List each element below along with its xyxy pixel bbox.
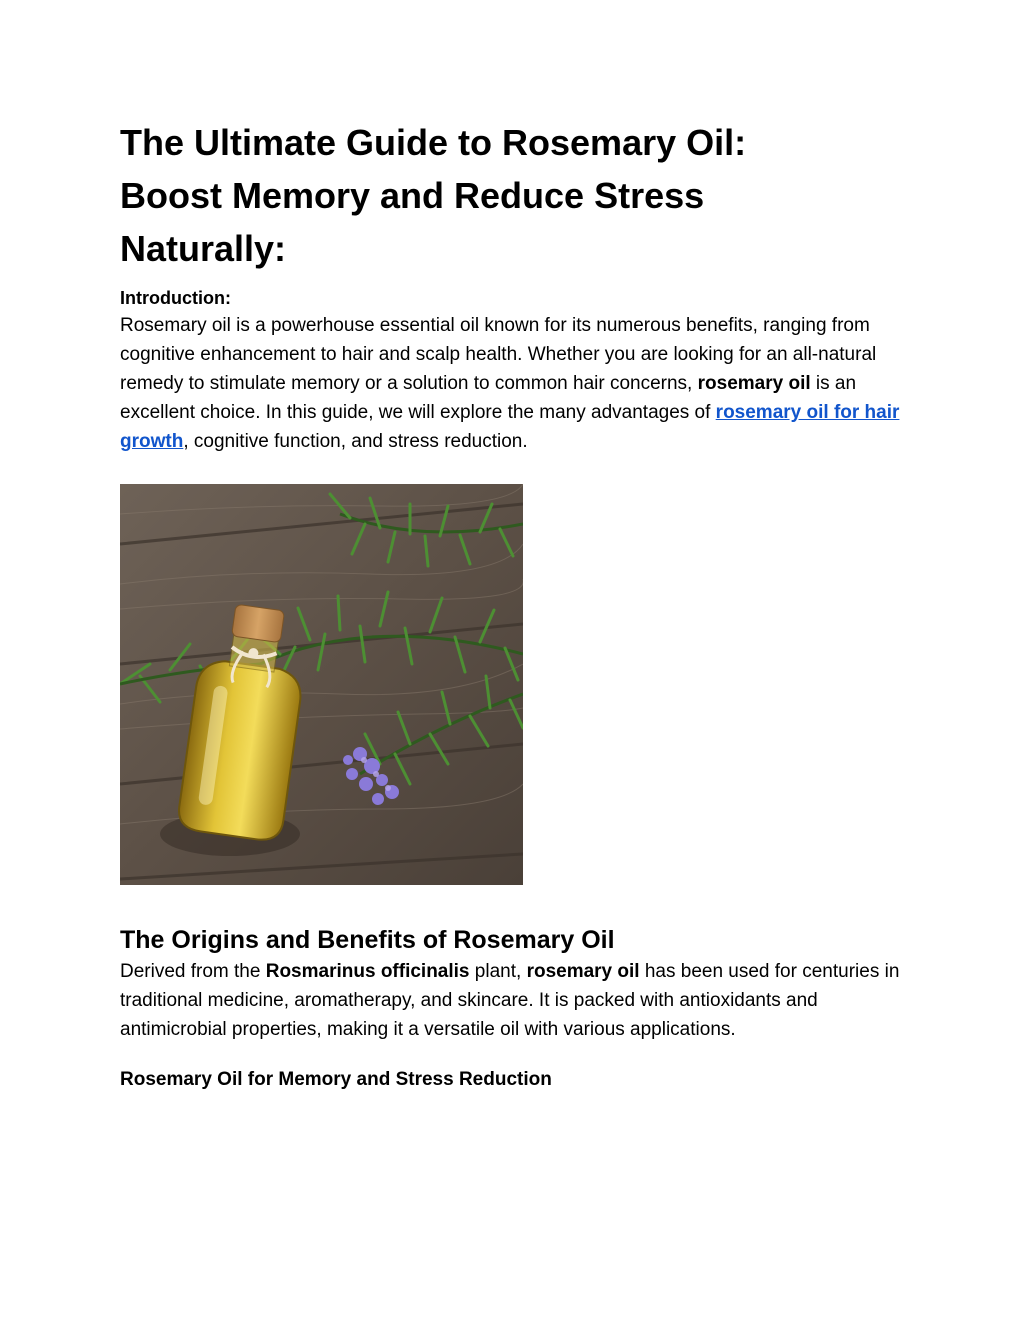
intro-text-2: is an excellent choice. In this guide, we will explore the many advantages of	[120, 373, 857, 423]
origins-text-3: has been used for centuries in traditional medicine, aromatherapy, and skincare. It is packed with antioxidants and antimicrobial properties, making it a versatile oil with various applications.	[120, 961, 900, 1040]
subsection-heading-memory: Rosemary Oil for Memory and Stress Reduction	[120, 1069, 552, 1090]
origins-text-2: plant,	[469, 961, 527, 982]
intro-text-1: Rosemary oil is a powerhouse essential oil known for its numerous benefits, ranging from cognitive enhancement to hair and scalp health. Whether you are looking for an all-natural remedy to stimulate memory or a solution to common hair concerns,	[120, 315, 877, 394]
intro-label: Introduction:	[120, 288, 231, 308]
origins-bold-species: Rosmarinus officinalis	[265, 961, 470, 982]
origins-paragraph	[120, 957, 910, 1044]
origins-bold-rosemary-oil: rosemary oil	[526, 961, 640, 982]
intro-paragraph	[120, 311, 910, 456]
intro-bold-rosemary-oil: rosemary oil	[697, 373, 811, 394]
title-line-3: Naturally:	[120, 228, 287, 269]
intro-text-3: , cognitive function, and stress reduction.	[183, 431, 528, 452]
document-page	[120, 116, 910, 1094]
hair-growth-link[interactable]: rosemary oil for hair growth	[120, 402, 900, 452]
origins-text-1: Derived from the	[120, 961, 266, 982]
title-line-1: The Ultimate Guide to Rosemary Oil:	[120, 122, 747, 163]
section-heading-origins: The Origins and Benefits of Rosemary Oil	[120, 926, 615, 954]
title-line-2: Boost Memory and Reduce Stress	[120, 175, 705, 216]
rosemary-oil-photo	[120, 484, 523, 885]
page-title	[120, 116, 910, 275]
